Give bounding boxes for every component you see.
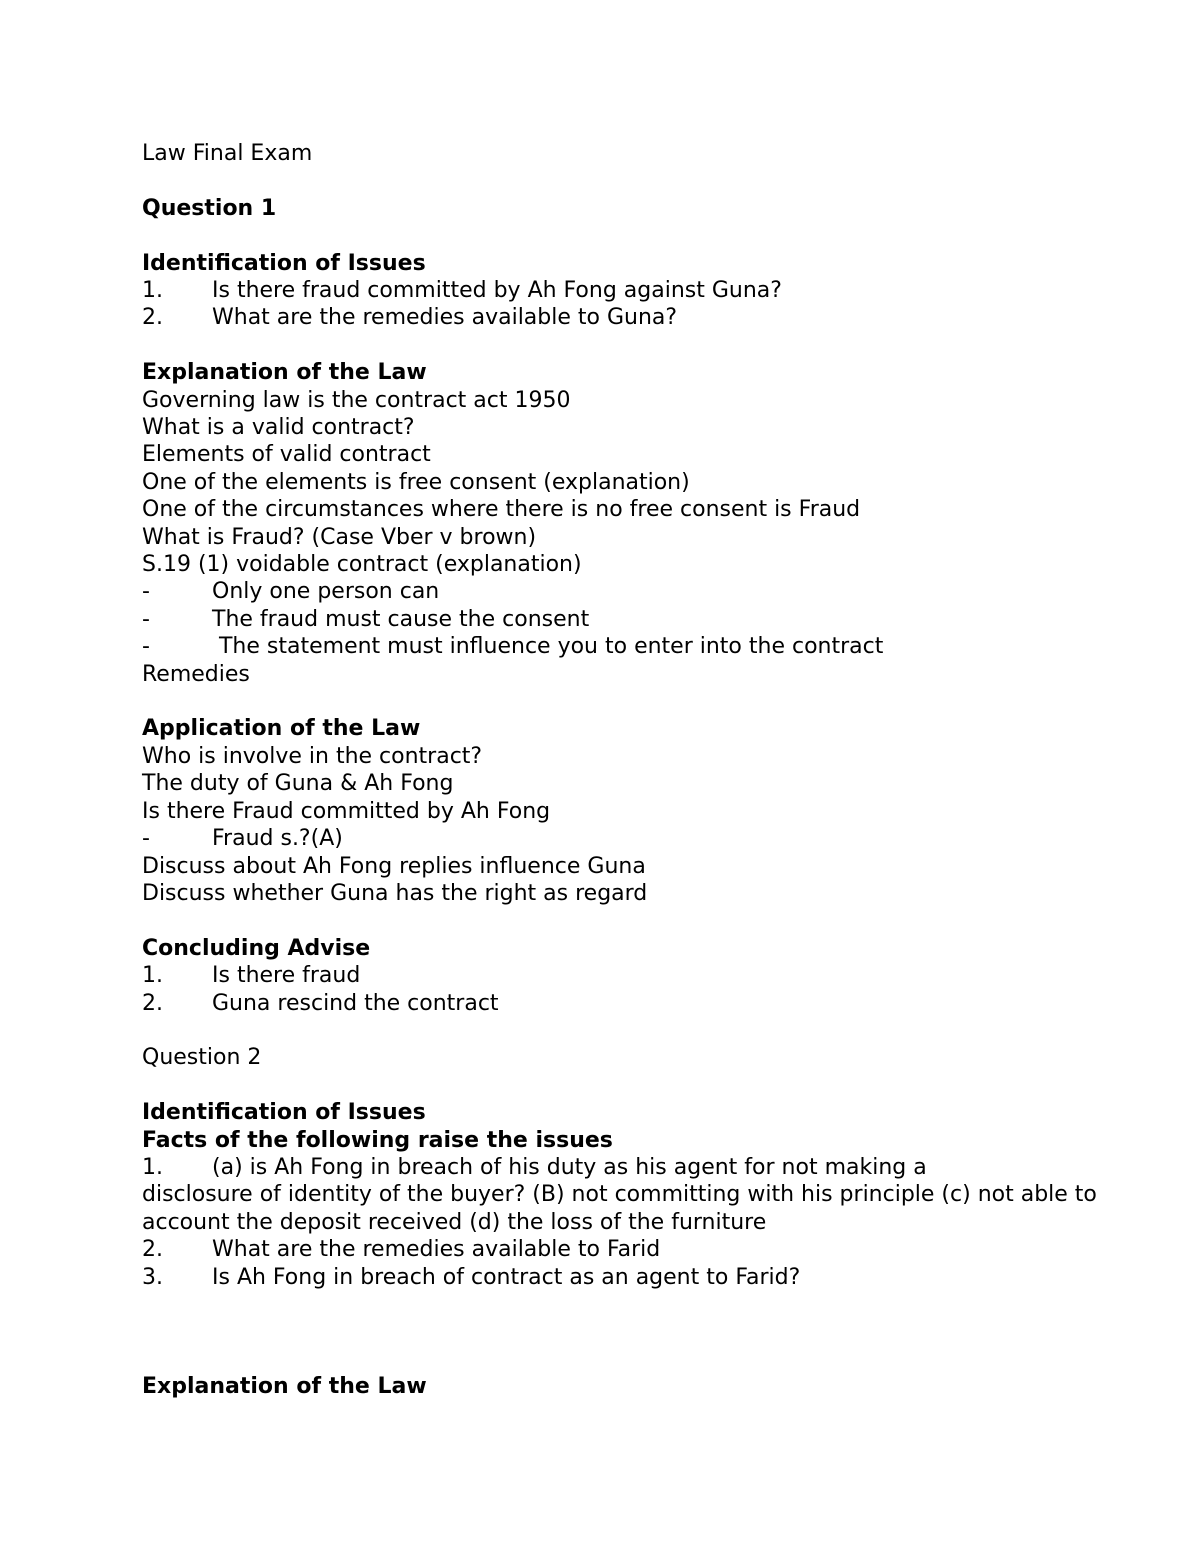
list-item [142,1236,1102,1263]
text-line: What is a valid contract? [142,415,415,441]
q1-issues-heading: Identification of Issues [142,250,426,276]
spacer [142,1072,1102,1099]
bullet-text: Only one person can [212,579,440,605]
document-page [142,140,1102,1400]
spacer [142,907,1102,934]
text-line: Elements of valid contract [142,442,431,468]
list-item [142,277,1102,304]
spacer [142,167,1102,194]
bullet-text: The statement must influence you to enter into the contract [212,634,884,660]
list-item-text: What are the remedies available to Farid [212,1237,661,1263]
spacer [142,688,1102,715]
list-marker: 1. [142,1154,163,1180]
text-line: One of the elements is free consent (explanation) [142,469,690,495]
list-item [142,962,1102,989]
list-item [142,304,1102,331]
text-line: One of the circumstances where there is no free consent is Fraud [142,497,861,523]
text-line: Is there Fraud committed by Ah Fong [142,798,551,824]
text-line: Remedies [142,661,250,687]
list-marker: 3. [142,1264,163,1290]
list-item-continuation: disclosure of identity of the buyer? (B) not committing with his principle (c) not able to account the deposit received (d) the loss of the furniture [142,1182,1104,1235]
list-item-text: Is there fraud [212,963,361,989]
spacer [142,1291,1102,1373]
list-marker: 2. [142,990,163,1016]
list-item-text: Is Ah Fong in breach of contract as an agent to Farid? [212,1264,801,1290]
q2-issues-subheading: Facts of the following raise the issues [142,1127,613,1153]
text-line: S.19 (1) voidable contract (explanation) [142,552,582,578]
text-line: Governing law is the contract act 1950 [142,387,571,413]
list-marker: 1. [142,278,163,303]
list-item-wrapped [142,1154,1102,1236]
text-line: Discuss whether Guna has the right as regard [142,880,648,906]
bullet-marker: - [142,606,150,632]
bullet-marker: - [142,579,150,605]
list-item-text: What are the remedies available to Guna? [212,305,678,331]
list-item [142,1264,1102,1291]
bullet-item [142,606,1102,633]
list-item-text: Guna rescind the contract [212,990,499,1016]
list-item-text: (a) is Ah Fong in breach of his duty as his agent for not making a [212,1154,927,1180]
text-line: What is Fraud? (Case Vber v brown) [142,524,537,550]
q1-explanation-heading: Explanation of the Law [142,360,427,386]
question-1-heading: Question 1 [142,195,277,221]
spacer [142,222,1102,249]
q1-concluding-heading: Concluding Advise [142,935,371,961]
q1-application-heading: Application of the Law [142,716,421,742]
text-line: Discuss about Ah Fong replies influence Guna [142,853,646,879]
list-item [142,990,1102,1017]
question-2-heading: Question 2 [142,1045,262,1071]
bullet-item [142,578,1102,605]
list-marker: 1. [142,963,163,989]
bullet-marker: - [142,634,150,660]
list-marker: 2. [142,305,163,331]
spacer [142,332,1102,359]
q2-issues-heading: Identification of Issues [142,1100,426,1126]
bullet-item [142,633,1102,660]
document-title: Law Final Exam [142,141,313,166]
text-line: The duty of Guna & Ah Fong [142,771,454,797]
text-line: Who is involve in the contract? [142,743,483,769]
list-item-text: Is there fraud committed by Ah Fong against Guna? [212,278,782,303]
spacer [142,1017,1102,1044]
bullet-text: Fraud s.?(A) [212,826,343,852]
bullet-text: The fraud must cause the consent [212,606,590,632]
bullet-item [142,825,1102,852]
list-marker: 2. [142,1237,163,1263]
bullet-marker: - [142,826,150,852]
q2-explanation-heading: Explanation of the Law [142,1373,427,1399]
